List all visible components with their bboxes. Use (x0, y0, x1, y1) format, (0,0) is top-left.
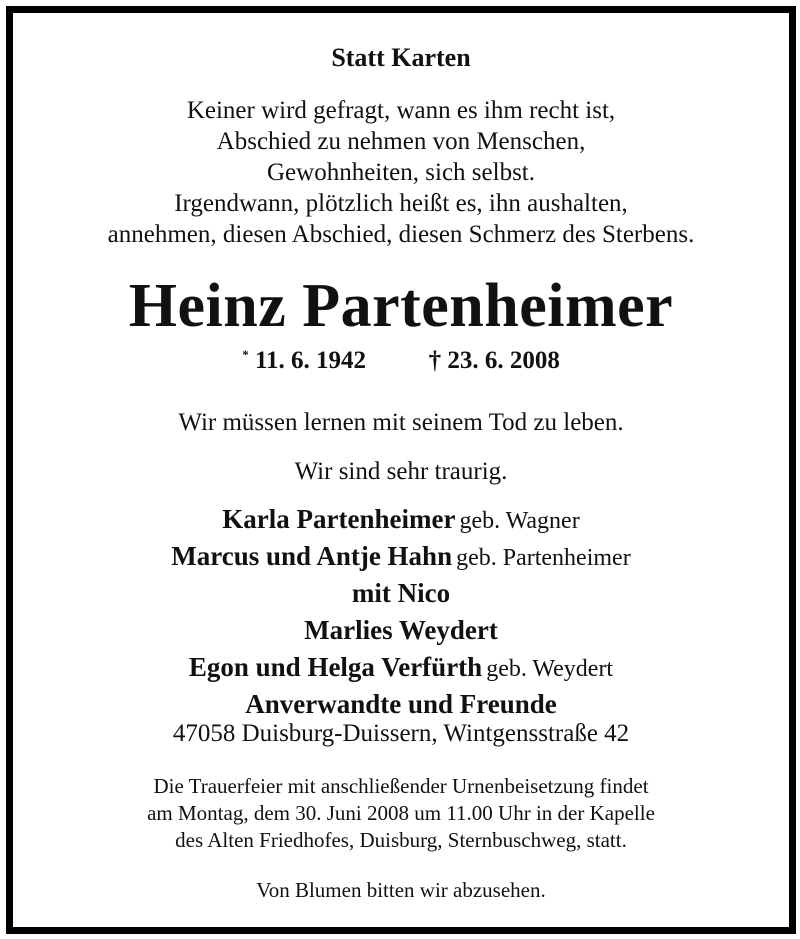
poem-line: Irgendwann, plötzlich heißt es, ihn aushalten, (174, 190, 628, 217)
mourner-name: Karla Partenheimer (222, 504, 456, 534)
quote: Wir müssen lernen mit seinem Tod zu leben. (178, 409, 624, 436)
mourner-name: Anverwandte und Freunde (245, 689, 557, 719)
sad-line: Wir sind sehr traurig. (294, 458, 508, 485)
notice-line: am Montag, dem 30. Juni 2008 um 11.00 Uhr in der Kapelle (147, 801, 655, 825)
birth-symbol: * (242, 347, 249, 362)
flowers-note: Von Blumen bitten wir abzusehen. (256, 878, 546, 902)
address: 47058 Duisburg-Duissern, Wintgensstraße 42 (172, 720, 630, 747)
mourners-list (13, 503, 789, 725)
mourner-row (13, 614, 789, 651)
mourner-row (13, 577, 789, 614)
poem-line: Gewohnheiten, sich selbst. (266, 159, 535, 186)
poem (13, 95, 789, 250)
mourner-note: geb. Partenheimer (456, 545, 631, 571)
poem-line: annehmen, diesen Abschied, diesen Schmerz des Sterbens. (107, 221, 695, 248)
poem-line: Keiner wird gefragt, wann es ihm recht ist, (186, 97, 616, 124)
funeral-notice (13, 773, 789, 854)
life-dates (13, 347, 789, 375)
notice-line: des Alten Friedhofes, Duisburg, Sternbuschweg, statt. (175, 828, 627, 852)
mourner-name: Marlies Weydert (304, 615, 498, 645)
deceased-name: Heinz Partenheimer (128, 272, 674, 340)
poem-line: Abschied zu nehmen von Menschen, (216, 128, 586, 155)
birth-date: 11. 6. 1942 (254, 347, 367, 374)
mourner-note: geb. Wagner (459, 508, 580, 534)
death-date: 23. 6. 2008 (447, 347, 560, 374)
obituary-content (13, 13, 789, 927)
mourner-row (13, 503, 789, 540)
mourner-name: mit Nico (351, 578, 451, 608)
death-symbol: † (428, 347, 442, 374)
notice-line: Die Trauerfeier mit anschließender Urnenbeisetzung findet (153, 774, 649, 798)
mourner-name: Egon und Helga Verfürth (188, 652, 483, 682)
mourner-name: Marcus und Antje Hahn (171, 541, 453, 571)
heading: Statt Karten (331, 43, 471, 72)
obituary-frame (6, 6, 796, 934)
mourner-row (13, 540, 789, 577)
mourner-row (13, 651, 789, 688)
mourner-note: geb. Weydert (486, 656, 614, 682)
